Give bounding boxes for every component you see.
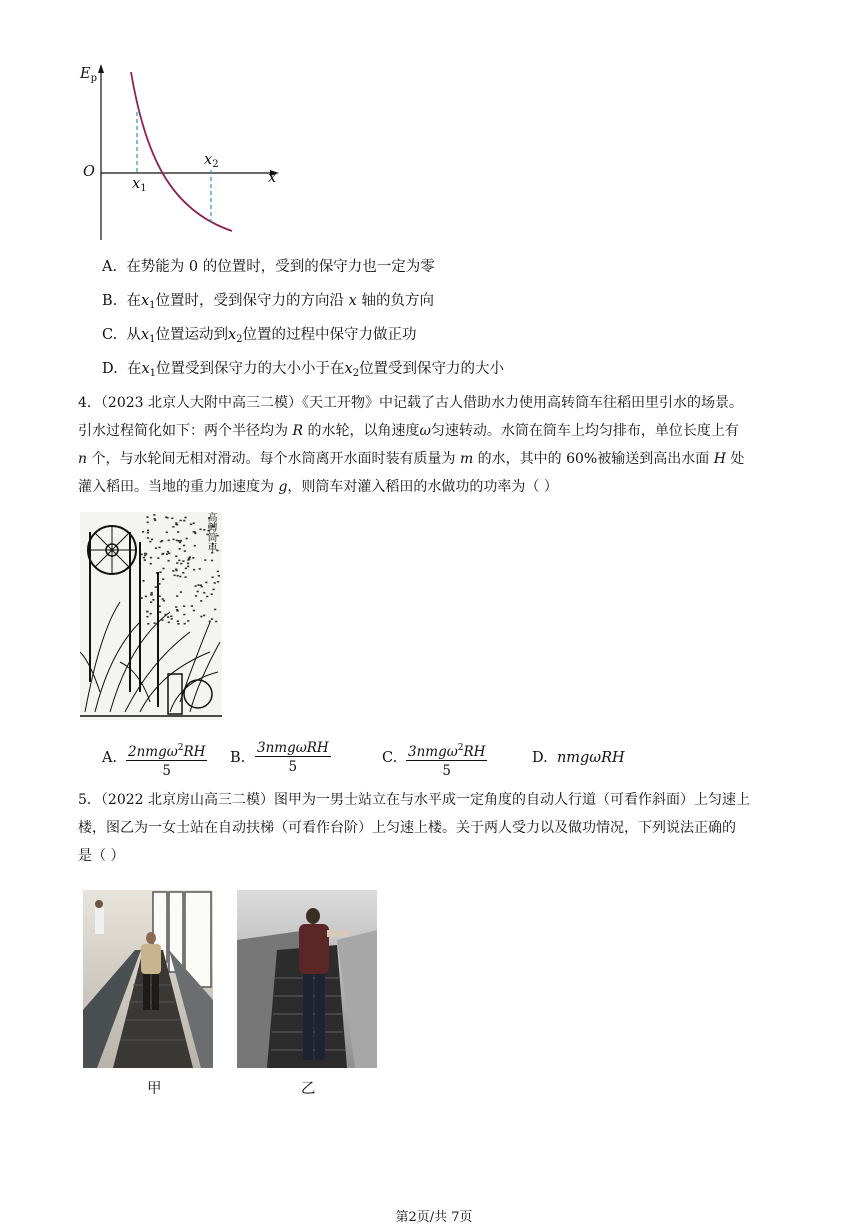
woodcut-speckle xyxy=(172,570,174,572)
escalator-photo xyxy=(237,890,377,1068)
q4-option-a-fraction: 2nmgω$^2$RH 5 xyxy=(126,740,207,779)
q5-text-line-3: 是（ ） xyxy=(78,848,125,864)
woodcut-speckle xyxy=(203,615,205,617)
woodcut-speckle xyxy=(185,576,187,578)
woodcut-speckle xyxy=(176,540,178,542)
woodcut-speckle xyxy=(151,592,153,594)
woodcut-speckle xyxy=(171,618,173,620)
y-axis-arrow xyxy=(98,64,104,73)
woodcut-speckle xyxy=(170,616,172,618)
woodcut-speckle xyxy=(167,551,169,553)
woodcut-speckle xyxy=(162,568,164,570)
woodcut-speckle xyxy=(145,596,147,598)
woodcut-speckle xyxy=(144,555,146,557)
woodcut-speckle xyxy=(200,600,202,602)
woodcut-speckle xyxy=(204,559,206,561)
woodcut-speckle xyxy=(214,609,216,611)
woodcut-speckle xyxy=(168,622,170,624)
x-axis-label: x xyxy=(268,170,277,186)
x1-label: $x_1$ xyxy=(132,176,147,194)
woodcut-speckle xyxy=(199,529,201,531)
woodcut-speckle xyxy=(194,533,196,535)
woodcut-speckle xyxy=(187,566,189,568)
woodcut-speckle xyxy=(217,535,219,537)
woodcut-speckle xyxy=(205,582,207,584)
woodcut-speckle xyxy=(147,522,149,524)
woodcut-speckle xyxy=(178,540,180,542)
q4-option-a-label: A. xyxy=(102,750,118,766)
woodcut-speckle xyxy=(206,596,208,598)
y-axis-label: $E_p$ xyxy=(80,66,97,84)
q4-text-line-4: 灌入稻田。当地的重力加速度为 g，则筒车对灌入稻田的水做功的功率为（ ） xyxy=(78,479,558,495)
woodcut-speckle xyxy=(147,623,149,625)
woodcut-speckle xyxy=(179,542,181,544)
woodcut-speckle xyxy=(153,514,155,516)
woodcut-speckle xyxy=(154,622,156,624)
woodcut-speckle xyxy=(150,613,152,615)
woodcut-speckle xyxy=(177,623,179,625)
woodcut-speckle xyxy=(175,556,177,558)
woodcut-speckle xyxy=(150,557,152,559)
woodcut-speckle xyxy=(217,571,219,573)
water-wheel-woodcut-image xyxy=(80,512,222,720)
woodcut-speckle xyxy=(168,560,170,562)
woodcut-speckle xyxy=(160,541,162,543)
q4-text-line-2: 引水过程简化如下：两个半径均为 R 的水轮，以角速度ω匀速转动。水筒在筒车上均匀排布，单位长度上有 xyxy=(78,423,739,439)
woodcut-speckle xyxy=(193,531,195,533)
woodcut-speckle xyxy=(201,586,203,588)
woodcut-speckle xyxy=(200,616,202,618)
woodcut-speckle xyxy=(143,557,145,559)
page-footer: 第2页/共 7页 xyxy=(395,1210,473,1225)
woodcut-speckle xyxy=(183,605,185,607)
woodcut-speckle xyxy=(141,597,143,599)
moving-walkway-photo xyxy=(83,890,213,1068)
woodcut-speckle xyxy=(146,616,148,618)
woodcut-speckle xyxy=(217,581,219,583)
q4-option-b-fraction: 3nmgωRH 5 xyxy=(257,740,329,775)
woodcut-speckle xyxy=(176,595,178,597)
woodcut-speckle xyxy=(177,531,179,533)
woodcut-speckle xyxy=(190,524,192,526)
origin-label: O xyxy=(83,164,95,180)
q5-text-line-1: 5．（2022 北京房山高三二模）图甲为一男士站立在与水平成一定角度的自动人行道（可看作斜面）上匀速上 xyxy=(78,792,750,808)
woodcut-speckle xyxy=(172,526,174,528)
woodcut-caption: 高轉筒車 xyxy=(205,512,216,552)
woodcut-speckle xyxy=(186,538,188,540)
woodcut-speckle xyxy=(154,518,156,520)
woodcut-speckle xyxy=(175,606,177,608)
woodcut-speckle xyxy=(180,540,182,542)
woodcut-speckle xyxy=(147,516,149,518)
q4-option-c-fraction: 3nmgω$^2$RH 5 xyxy=(406,740,487,779)
woodcut-speckle xyxy=(144,553,146,555)
woodcut-speckle xyxy=(158,547,160,549)
x2-label: $x_2$ xyxy=(204,152,219,170)
woodcut-speckle xyxy=(149,541,151,543)
q4-option-b-label: B. xyxy=(230,750,246,766)
woodcut-speckle xyxy=(183,520,185,522)
woodcut-speckle xyxy=(184,517,186,519)
woodcut-speckle xyxy=(159,611,161,613)
woodcut-speckle xyxy=(155,586,157,588)
woodcut-speckle xyxy=(168,540,170,542)
woodcut-speckle xyxy=(187,563,189,565)
photo-caption-left: 甲 xyxy=(147,1081,162,1097)
woodcut-speckle xyxy=(154,520,156,522)
woodcut-speckle xyxy=(189,556,191,558)
woodcut-speckle xyxy=(211,552,213,554)
woodcut-speckle xyxy=(215,621,217,623)
woodcut-speckle xyxy=(177,620,179,622)
woodcut-speckle xyxy=(194,545,196,547)
q3-option-a: A. 在势能为 0 的位置时，受到的保守力也一定为零 xyxy=(102,259,435,275)
photo-caption-right: 乙 xyxy=(301,1081,316,1097)
woodcut-speckle xyxy=(152,599,154,601)
woodcut-speckle xyxy=(200,584,202,586)
q3-option-c: C. 从$x_1$位置运动到$x_2$位置的过程中保守力做正功 xyxy=(102,327,417,345)
woodcut-speckle xyxy=(203,592,205,594)
woodcut-speckle xyxy=(155,547,157,549)
woodcut-speckle xyxy=(172,539,174,541)
woodcut-speckle xyxy=(162,598,164,600)
woodcut-speckle xyxy=(167,616,169,618)
woodcut-speckle xyxy=(197,584,199,586)
q4-text-line-3: n 个，与水轮间无相对滑动。每个水筒离开水面时装有质量为 m 的水，其中的 60%被输送到高出水面 H 处 xyxy=(78,451,745,467)
woodcut-speckle xyxy=(159,571,161,573)
woodcut-speckle xyxy=(175,569,177,571)
woodcut-speckle xyxy=(195,595,197,597)
woodcut-speckle xyxy=(147,530,149,532)
woodcut-speckle xyxy=(193,610,195,612)
woodcut-speckle xyxy=(174,575,176,577)
woodcut-speckle xyxy=(163,600,165,602)
woodcut-speckle xyxy=(147,537,149,539)
woodcut-speckle xyxy=(180,563,182,565)
woodcut-speckle xyxy=(142,580,144,582)
woodcut-speckle xyxy=(151,539,153,541)
woodcut-speckle xyxy=(184,623,186,625)
woodcut-speckle xyxy=(157,557,159,559)
woodcut-speckle xyxy=(150,601,152,603)
woodcut-speckle xyxy=(195,585,197,587)
woodcut-speckle xyxy=(178,560,180,562)
woodcut-speckle xyxy=(218,575,220,577)
woodcut-speckle xyxy=(213,589,215,591)
q4-option-c-label: C. xyxy=(382,750,398,766)
q4-text-line-1: 4．（2023 北京人大附中高三二模）《天工开物》中记载了古人借助水力使用高转筒车往稻田里引水的场景。 xyxy=(78,395,743,411)
woodcut-speckle xyxy=(162,578,164,580)
woodcut-speckle xyxy=(147,532,149,534)
woodcut-speckle xyxy=(162,553,164,555)
woodcut-speckle xyxy=(185,568,187,570)
woodcut-speckle xyxy=(192,557,194,559)
woodcut-speckle xyxy=(151,594,153,596)
woodcut-speckle xyxy=(211,560,213,562)
q5-text-line-2: 楼，图乙为一女士站在自动扶梯（可看作台阶）上匀速上楼。关于两人受力以及做功情况，下列说法正确的 xyxy=(78,820,736,836)
woodcut-speckle xyxy=(179,576,181,578)
woodcut-speckle xyxy=(180,591,182,593)
woodcut-speckle xyxy=(142,531,144,533)
woodcut-speckle xyxy=(166,517,168,519)
woodcut-speckle xyxy=(211,593,213,595)
woodcut-speckle xyxy=(171,518,173,520)
woodcut-speckle xyxy=(175,524,177,526)
woodcut-speckle xyxy=(146,611,148,613)
woodcut-speckle xyxy=(193,522,195,524)
woodcut-speckle xyxy=(193,569,195,571)
woodcut-speckle xyxy=(182,572,184,574)
woodcut-speckle xyxy=(216,550,218,552)
woodcut-speckle xyxy=(187,620,189,622)
woodcut-speckle xyxy=(183,614,185,616)
q3-option-b: B. 在$x_1$位置时，受到保守力的方向沿 x 轴的负方向 xyxy=(102,293,434,311)
woodcut-speckle xyxy=(183,545,185,547)
woodcut-speckle xyxy=(150,563,152,565)
woodcut-speckle xyxy=(212,577,214,579)
q4-option-d: D. nmgωRH xyxy=(532,750,625,766)
woodcut-speckle xyxy=(191,605,193,607)
woodcut-speckle xyxy=(197,591,199,593)
woodcut-speckle xyxy=(214,582,216,584)
woodcut-speckle xyxy=(211,618,213,620)
woodcut-speckle xyxy=(199,568,201,570)
woodcut-speckle xyxy=(176,609,178,611)
woodcut-speckle xyxy=(144,559,146,561)
woodcut-speckle xyxy=(166,553,168,555)
woodcut-speckle xyxy=(177,575,179,577)
woodcut-speckle xyxy=(166,532,168,534)
woodcut-speckle xyxy=(182,560,184,562)
woodcut-speckle xyxy=(168,553,170,555)
woodcut-speckle xyxy=(209,621,211,623)
woodcut-speckle xyxy=(176,562,178,564)
woodcut-speckle xyxy=(180,520,182,522)
woodcut-speckle xyxy=(179,548,181,550)
woodcut-speckle xyxy=(184,550,186,552)
potential-energy-graph xyxy=(70,60,300,250)
q3-option-d: D. 在$x_1$位置受到保守力的大小小于在$x_2$位置受到保守力的大小 xyxy=(102,361,505,379)
